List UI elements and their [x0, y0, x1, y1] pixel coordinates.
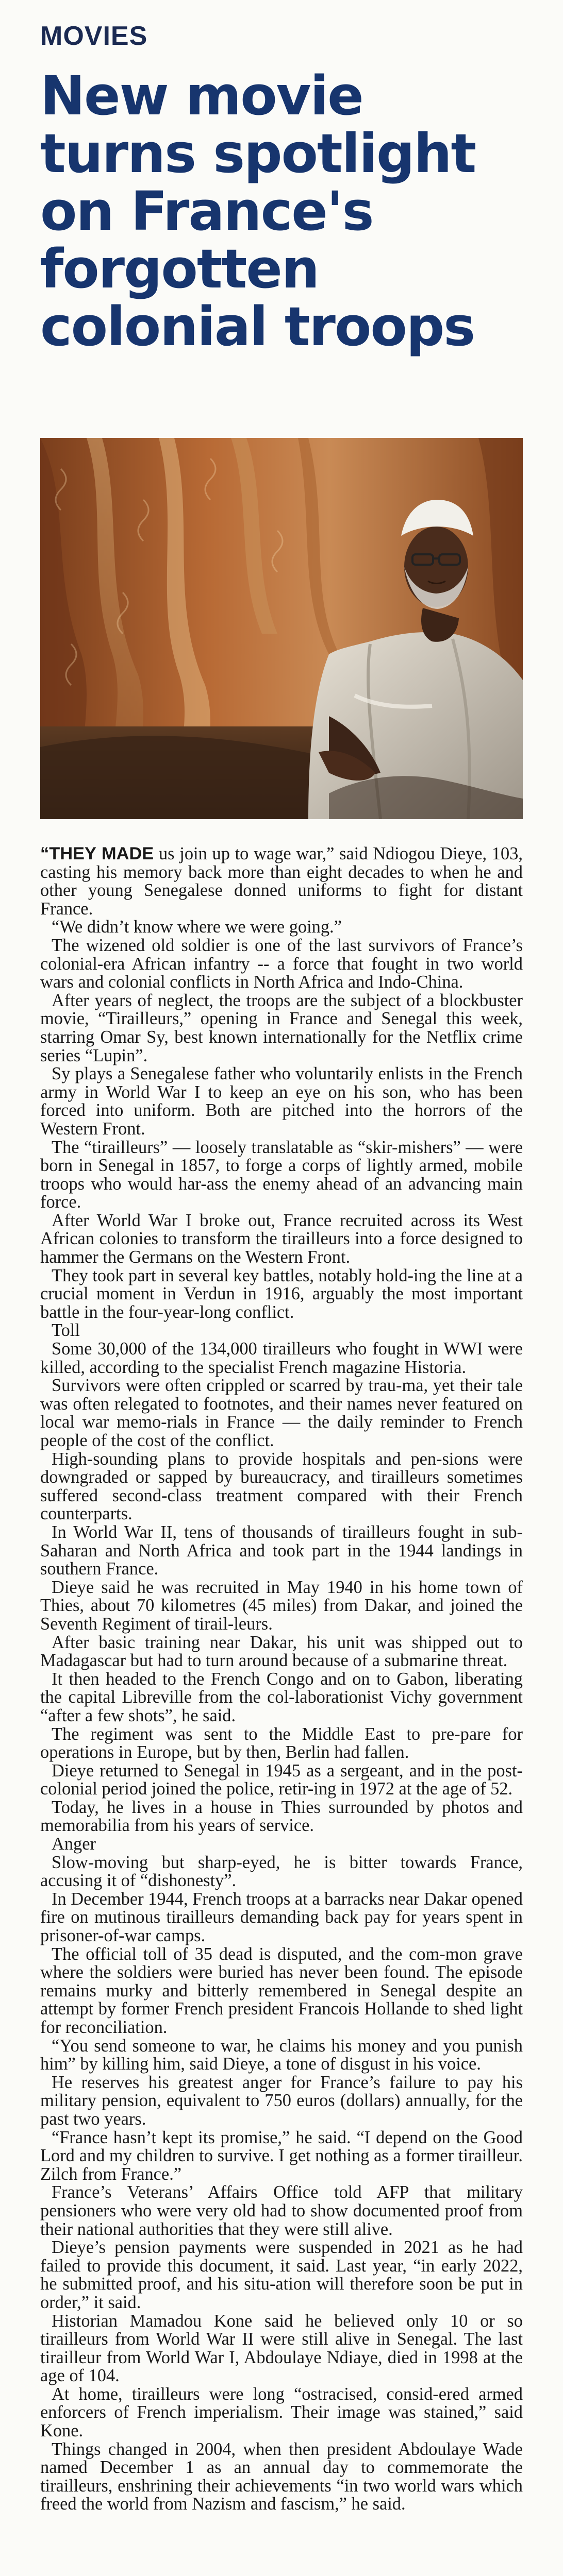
article-paragraph: Dieye’s pension payments were suspended in 2021 as he had failed to provide this document, it said. Last year, “in early 2022, he submitted proof, and his situ-ation will therefore soon be put in order,” it said. [40, 2238, 523, 2312]
headline: New movie turns spotlight on France's forgotten colonial troops [40, 64, 476, 358]
subhead-toll: Toll [52, 1320, 80, 1341]
veteran-portrait-illustration [40, 438, 523, 819]
article-paragraph: In December 1944, French troops at a barracks near Dakar opened fire on mutinous tirailleurs demanding back pay for years spent in prisoner-of-war camps. [40, 1889, 523, 1946]
article-paragraph: After years of neglect, the troops are the subject of a blockbuster movie, “Tirailleurs,” opening in France and Senegal this week, starring Omar Sy, best known internationally for the Netflix crime series “Lupin”. [40, 990, 523, 1065]
section-label: MOVIES [40, 21, 148, 51]
article-paragraph: France’s Veterans’ Affairs Office told AFP that military pensioners who were very old had to show documented proof from their national authorities that they were still alive. [40, 2182, 523, 2239]
article-paragraph: Some 30,000 of the 134,000 tirailleurs who fought in WWI were killed, according to the specialist French magazine Historia. [40, 1339, 523, 1377]
article-paragraph: “THEY MADE us join up to wage war,” said Ndiogou Dieye, 103, casting his memory back more than eight decades to when he and other young Senegalese donned uniforms to fight for distant France. [40, 844, 523, 919]
article-paragraph: “You send someone to war, he claims his money and you punish him” by killing him, said Dieye, a tone of disgust in his voice. [40, 2036, 523, 2074]
article-paragraph: Historian Mamadou Kone said he believed only 10 or so tirailleurs from World War II were still alive in Senegal. The last tirailleur from World War I, Abdoulaye Ndiaye, died in 1998 at the age of 104. [40, 2311, 523, 2386]
article-paragraph: Survivors were often crippled or scarred by trau-ma, yet their tale was often relegated to footnotes, and their names never featured on local war memo-rials in France — the daily reminder to French people of the cost of the conflict. [40, 1376, 523, 1450]
article-paragraph: High-sounding plans to provide hospitals and pen-sions were downgraded or sapped by bureaucracy, and tirailleurs sometimes suffered second-class treatment compared with their French counterparts. [40, 1449, 523, 1524]
article-paragraph: Slow-moving but sharp-eyed, he is bitter towards France, accusing it of “dishonesty”. [40, 1852, 523, 1891]
article-paragraph: They took part in several key battles, notably hold-ing the line at a crucial moment in Verdun in 1916, arguably the most important battle in the four-year-long conflict. [40, 1265, 523, 1322]
article-paragraph: Dieye said he was recruited in May 1940 in his home town of Thies, about 70 kilometres (45 miles) from Dakar, and joined the Seventh Regiment of tirail-leurs. [40, 1577, 523, 1634]
article-paragraph: “We didn’t know where we were going.” [52, 917, 342, 937]
article-paragraph: Today, he lives in a house in Thies surrounded by photos and memorabilia from his years of service. [40, 1797, 523, 1836]
subhead-anger: Anger [52, 1834, 96, 1854]
article-photo [40, 438, 523, 819]
article-paragraph: The official toll of 35 dead is disputed, and the com-mon grave where the soldiers were buried has never been found. The episode remains murky and bitterly remembered in Senegal despite an attempt by former French president Francois Hollande to shed light for reconciliation. [40, 1944, 523, 2037]
article-paragraph: He reserves his greatest anger for France’s failure to pay his military pension, equivalent to 750 euros (dollars) annually, for the past two years. [40, 2072, 523, 2129]
article-paragraph: Sy plays a Senegalese father who voluntarily enlists in the French army in World War I to keep an eye on his son, who has been forced into uniform. Both are pitched into the horrors of the Western Front. [40, 1064, 523, 1139]
article-paragraph: “France hasn’t kept its promise,” he said. “I depend on the Good Lord and my children to survive. I get nothing as a former tirailleur. Zilch from France.” [40, 2127, 523, 2184]
article-paragraph: In World War II, tens of thousands of tirailleurs fought in sub-Saharan and North Africa and took part in the 1944 landings in southern France. [40, 1522, 523, 1579]
article-paragraph: The wizened old soldier is one of the last survivors of France’s colonial-era African infantry -- a force that fought in two world wars and colonial conflicts in North Africa and Indo-China. [40, 935, 523, 992]
article-paragraph: The regiment was sent to the Middle East to pre-pare for operations in Europe, but by then, Berlin had fallen. [40, 1724, 523, 1762]
lead-in: “THEY MADE [40, 844, 154, 863]
article-paragraph: After basic training near Dakar, his unit was shipped out to Madagascar but had to turn around because of a submarine threat. [40, 1632, 523, 1671]
article-paragraph: Things changed in 2004, when then president Abdoulaye Wade named December 1 as an annual day to commemorate the tirailleurs, enshrining their achievements “in two world wars which freed the world from Nazism and fascism,” he said. [40, 2439, 523, 2514]
article-paragraph: At home, tirailleurs were long “ostracised, consid-ered armed enforcers of French imperialism. Their image was stained,” said Kone. [40, 2384, 523, 2441]
article-body [40, 845, 523, 2514]
article-paragraph: Dieye returned to Senegal in 1945 as a sergeant, and in the post-colonial period joined the police, retir-ing in 1972 at the age of 52. [40, 1760, 523, 1799]
article-paragraph: It then headed to the French Congo and on to Gabon, liberating the capital Libreville from the col-laborationist Vichy government “after a few shots”, he said. [40, 1669, 523, 1725]
article-paragraph: After World War I broke out, France recruited across its West African colonies to transform the tirailleurs into a force designed to hammer the Germans on the Western Front. [40, 1210, 523, 1267]
article-paragraph: The “tirailleurs” — loosely translatable as “skir-mishers” — were born in Senegal in 1857, to forge a corps of lightly armed, mobile troops who would har-ass the enemy ahead of an advancing main force. [40, 1137, 523, 1212]
